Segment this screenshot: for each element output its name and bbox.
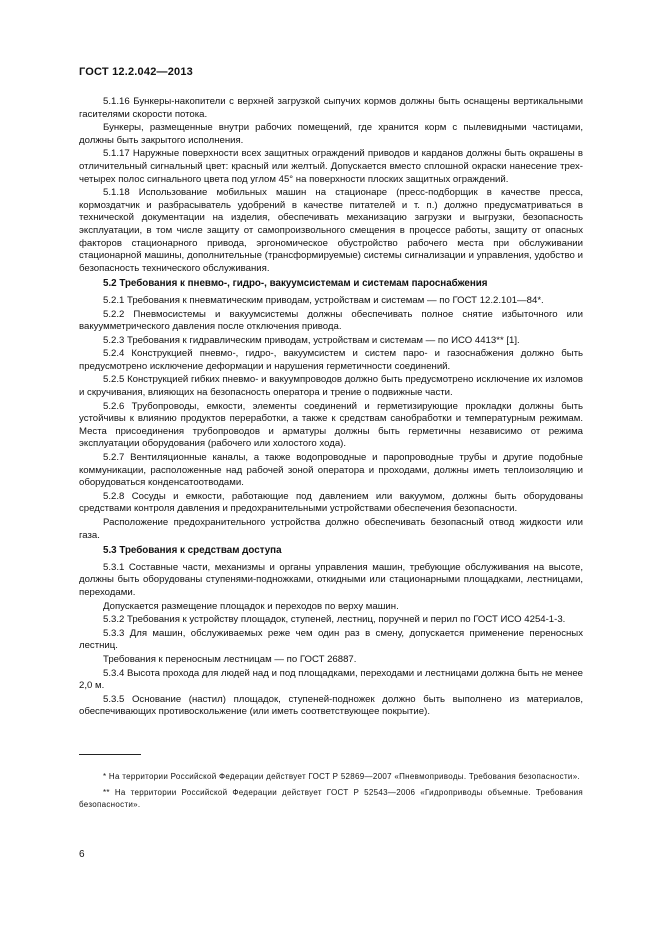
paragraph: 5.3.5 Основание (настил) площадок, ступеней-подножек должно быть выполнено из материалов, обеспечивающих противоскольжение (или иметь соответствующее покрытие). (79, 693, 583, 718)
paragraph: Бункеры, размещенные внутри рабочих помещений, где хранится корм с пылевидными частицами, должны быть закрытого исполнения. (79, 122, 583, 146)
paragraph: 5.2.2 Пневмосистемы и вакуумсистемы должны обеспечивать полное снятие избыточного или вакуумметрического давления после отключения привода. (79, 308, 583, 333)
section-heading: 5.2 Требования к пневмо-, гидро-, вакуумсистемам и системам пароснабжения (103, 278, 488, 290)
document-header: ГОСТ 12.2.042—2013 (79, 66, 193, 78)
paragraph: 5.2.1 Требования к пневматическим приводам, устройствам и системам — по ГОСТ 12.2.101—84*. (103, 294, 544, 306)
paragraph: 5.1.17 Наружные поверхности всех защитных ограждений приводов и карданов должны быть окрашены в отличительный сигнальный цвет: красный или желтый. Допускается вместо сплошной окраски нанесение трех-четырех полос сигнального цвета под углом 45° на поверхности плоских защитных ограждений. (79, 148, 583, 185)
paragraph: 5.3.3 Для машин, обслуживаемых реже чем один раз в смену, допускается применение переносных лестниц. (79, 627, 583, 652)
document-body (79, 96, 583, 720)
paragraph: Требования к переносным лестницам — по ГОСТ 26887. (103, 653, 357, 665)
paragraph: 5.2.8 Сосуды и емкости, работающие под давлением или вакуумом, должны быть оборудованы средствами контроля давления и предохранительными устройствами обеспечения безопасности. (79, 490, 583, 515)
paragraph: Допускается размещение площадок и переходов по верху машин. (103, 600, 399, 612)
section-heading: 5.3 Требования к средствам доступа (103, 545, 282, 557)
footnote: * На территории Российской Федерации действует ГОСТ Р 52869—2007 «Пневмоприводы. Требования безопасности». (103, 772, 580, 781)
paragraph: 5.2.7 Вентиляционные каналы, а также водопроводные и паропроводные трубы и другие подобные коммуникации, расположенные над рабочей зоной оператора и проходами, должны иметь теплоизоляцию и оборудоваться конденсатоотводами. (79, 452, 583, 489)
paragraph: 5.2.4 Конструкцией пневмо-, гидро-, вакуумсистем и систем паро- и газоснабжения должно быть предусмотрено исключение деформации и нарушения герметичности соединений. (79, 348, 583, 372)
paragraph: 5.3.2 Требования к устройству площадок, ступеней, лестниц, поручней и перил по ГОСТ ИСО 4254-1-3. (103, 614, 566, 626)
paragraph: 5.3.1 Составные части, механизмы и органы управления машин, требующие обслуживания на высоте, должны быть оборудованы ступенями-подножками, откидными или стационарными площадками, лестницами, переходами. (79, 561, 583, 598)
paragraph: 5.2.3 Требования к гидравлическим приводам, устройствам и системам — по ИСО 4413** [1]. (103, 334, 520, 346)
paragraph: 5.3.4 Высота прохода для людей над и под площадками, переходами и лестницами должна быть не менее 2,0 м. (79, 667, 583, 692)
paragraph: 5.2.5 Конструкцией гибких пневмо- и вакуумпроводов должно быть предусмотрено исключение их изломов и скручивания, влияющих на безопасность оператора и трение о подвижные части. (79, 374, 583, 399)
paragraph: 5.1.18 Использование мобильных машин на стационаре (пресс-подборщик в качестве пресса, кормоздатчик и разбрасыватель удобрений в качестве питателей и т. п.) должно предусматриваться в технической документации на изделия, обеспечивать механизацию загрузки и выгрузки, безопасность эксплуатации, в том числе защиту от самопроизвольного смещения в процессе работы, защиту от опасных факторов стационарного привода, эргономическое обустройство рабочего места при обслуживании стационарной машины, дополнительные (трансформируемые) системы сигнализации и управления, удобство и безопасность технического обслуживания. (79, 187, 583, 274)
footnote-separator (79, 754, 141, 755)
paragraph: 5.2.6 Трубопроводы, емкости, элементы соединений и герметизирующие прокладки должны быть устойчивы к влиянию продуктов переработки, а также к средствам санобработки и температурным режимам. Места присоединения трубопроводов и арматуры должны быть герметичны независимо от режима эксплуатации оборудования (рабочего или холостого хода). (79, 400, 583, 450)
paragraph: 5.1.16 Бункеры-накопители с верхней загрузкой сыпучих кормов должны быть оснащены вертикальными гасителями скорости потока. (79, 96, 583, 120)
footnotes (79, 771, 583, 814)
paragraph: Расположение предохранительного устройства должно обеспечивать безопасный отвод жидкости или газа. (79, 517, 583, 541)
page-number: 6 (79, 849, 85, 860)
footnote: ** На территории Российской Федерации действует ГОСТ Р 52543—2006 «Гидроприводы объемные. Требования безопасности». (79, 787, 583, 809)
